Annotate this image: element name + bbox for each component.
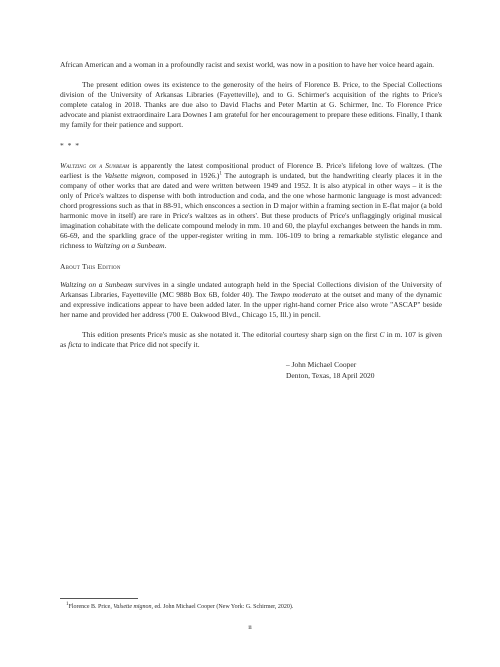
footnote-ref[interactable]: 1 — [219, 171, 222, 177]
footnote-title: Valsette mignon — [113, 604, 152, 610]
section-separator: * * * — [60, 140, 80, 150]
note-name: C — [379, 329, 385, 339]
valsette-title: Valsette mignon — [104, 170, 154, 180]
signature-block — [60, 360, 442, 381]
tempo-marking: Tempo moderato — [270, 289, 322, 299]
signature-name: – John Michael Cooper — [286, 360, 357, 370]
signature-place-date: Denton, Texas, 18 April 2020 — [286, 370, 375, 380]
paragraph-intro: African American and a woman in a profoundly racist and sexist world, was now in a position to have her voice heard again. — [60, 60, 435, 69]
section-heading: About This Edition — [60, 261, 121, 271]
work-title-italic: Waltzing on a Sunbeam — [94, 241, 165, 251]
page-number: ii — [248, 624, 252, 631]
footnote: $^1$Florence B. Price, Valsette mignon, ed. John Michael Cooper (New York: G. Schirmer, 2020). — [66, 602, 294, 610]
paragraph-editorial-policy: This edition presents Price's music as she notated it. The editorial courtesy sharp sign on the first C in m. 107 is given as ficta to indicate that Price did not specify it. — [60, 329, 442, 350]
footnote-marker: 1 — [66, 602, 69, 607]
ficta-term: ficta — [68, 340, 82, 350]
work-title-italic: Waltzing on a Sunbeam — [60, 279, 133, 289]
paragraph-source: Waltzing on a Sunbeam survives in a single undated autograph held in the Special Collections division of the University of Arkansas Libraries, Fayetteville (MC 988b Box 6B, folder 40). The Tempo moderato at the outset and many of the dynamic and expressive indications appear to have been added later. In the upper right-hand corner Price also wrote "ASCAP" beside her name and provided her address (700 E. Oakwood Blvd., Chicago 15, Ill.) in pencil. — [60, 279, 442, 319]
work-title-smallcaps: Waltzing on a Sunbeam — [60, 160, 130, 170]
footnote-divider — [60, 598, 138, 599]
paragraph-acknowledgements: The present edition owes its existence to the generosity of the heirs of Florence B. Price, to the Special Collections division of the University of Arkansas Libraries (Fayetteville), and to G. Schirmer's acquisition of the rights to Price's complete catalog in 2018. Thanks are due also to David Flachs and Peter Martin at G. Schirmer, Inc. To Florence Price advocate and pianist extraordinaire Lara Downes I am grateful for her encouragement to prepare these editions. Finally, I thank my family for their patience and support. — [60, 80, 442, 130]
document-body — [60, 60, 442, 381]
paragraph-work-description: Waltzing on a Sunbeam is apparently the latest compositional product of Florence B. Price's lifelong love of waltzes. (The earliest is the Valsette mignon, composed in 1926.)$^1$ The autograph is undated, but the handwriting clearly places it in the company of other works that are dated and were written between 1949 and 1952. It is also atypical in other ways – it is the only of Price's waltzes to dispense with both introduction and coda, and the one whose harmonic language is most advanced: chord progressions such as that in 88-91, which ensconces a section in D major within a framing section in E-flat major (a bold harmonic move in itself) are rare in Price's waltzes as in others'. But these products of Price's unflaggingly original musical imagination cohabitate with the delicate compound melody in mm. 10 and 60, the playful exchanges between the hands in mm. 66-69, and the sparkling grace of the upper-register writing in mm. 106-109 to bring a remarkable stylistic elegance and richness to Waltzing on a Sunbeam. — [60, 160, 442, 251]
